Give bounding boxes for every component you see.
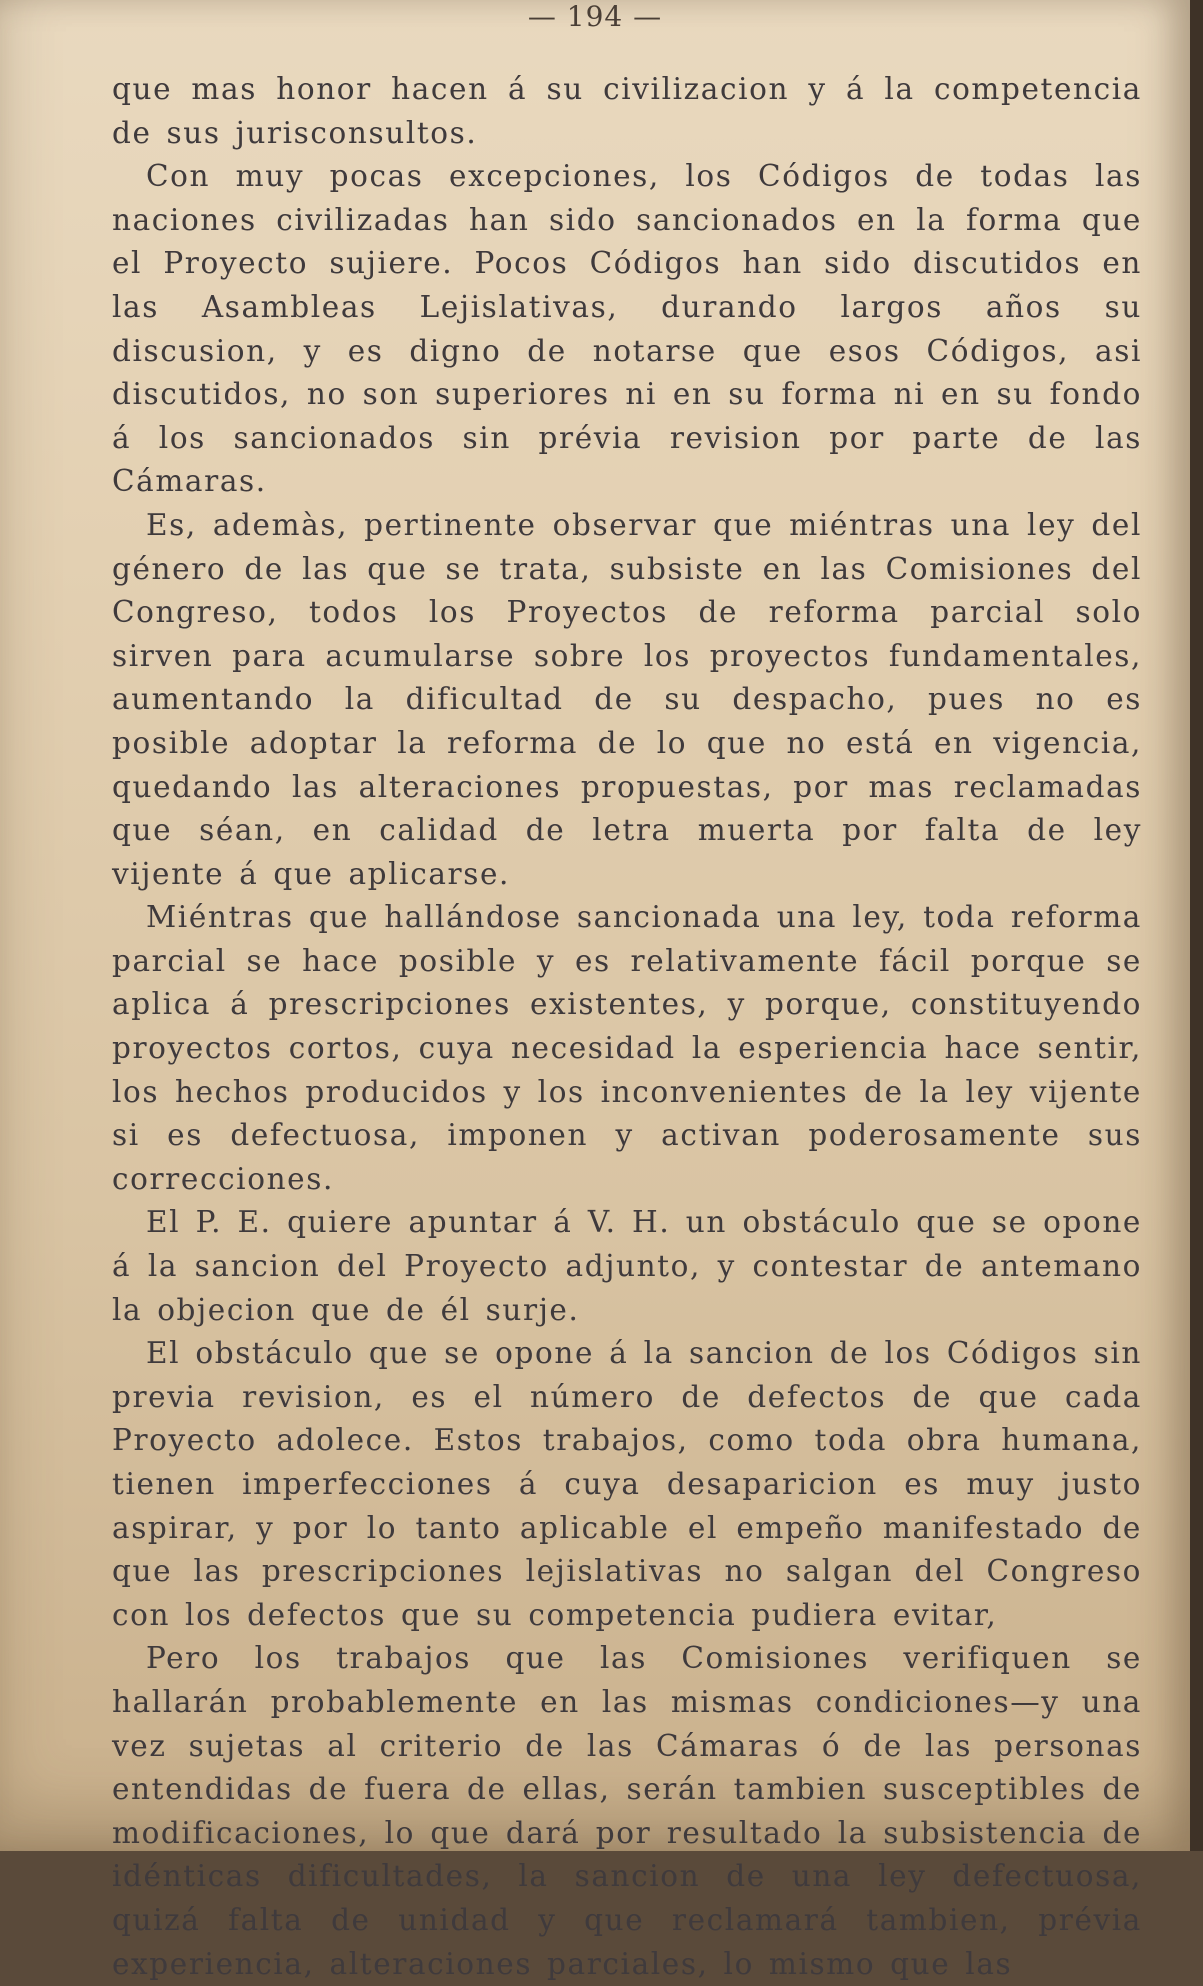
body-text xyxy=(112,68,1142,1986)
page-edge-shadow xyxy=(1190,0,1203,1851)
paragraph-4: Miéntras que hallándose sancionada una ley, toda reforma parcial se hace posible y es relativamente fácil porque se aplica á prescripciones existentes, y porque, constituyendo proyectos cortos, cuya necesidad la esperiencia hace sentir, los hechos producidos y los inconvenientes de la ley vijente si es defectuosa, imponen y activan poderosamente sus correcciones. xyxy=(112,900,1142,1196)
paragraph-5: El P. E. quiere apuntar á V. H. un obstáculo que se opone á la sancion del Proyecto adjunto, y contestar de antemano la objecion que de él surje. xyxy=(112,1205,1142,1327)
paragraph-7: Pero los trabajos que las Comisiones verifiquen se hallarán probablemente en las mismas condiciones—y una vez sujetas al criterio de las Cámaras ó de las personas entendidas de fuera de ellas, serán tambien susceptibles de modificaciones, lo que dará por resultado la subsistencia de idénticas dificultades, la sancion de una ley defectuosa, quizá falta de unidad y que reclamará tambien, prévia experiencia, alteraciones parciales, lo mismo que las xyxy=(112,1641,1142,1981)
paragraph-6: El obstáculo que se opone á la sancion de los Códigos sin previa revision, es el número de defectos de que cada Proyecto adolece. Estos trabajos, como toda obra humana, tienen imperfecciones á cuya desaparicion es muy justo aspirar, y por lo tanto aplicable el empeño manifestado de que las prescripciones lejislativas no salgan del Congreso con los defectos que su competencia pudiera evitar, xyxy=(112,1336,1142,1632)
page-number: — 194 — xyxy=(527,0,663,33)
paragraph-2: Con muy pocas excepciones, los Códigos de todas las naciones civilizadas han sido sancionados en la forma que el Proyecto sujiere. Pocos Códigos han sido discutidos en las Asambleas Lejislativas, durando largos años su discusion, y es digno de notarse que esos Códigos, asi discutidos, no son superiores ni en su forma ni en su fondo á los sancionados sin prévia revision por parte de las Cámaras. xyxy=(112,159,1142,499)
paragraph-3: Es, ademàs, pertinente observar que miéntras una ley del género de las que se trata, subsiste en las Comisiones del Congreso, todos los Proyectos de reforma parcial solo sirven para acumularse sobre los proyectos fundamentales, aumentando la dificultad de su despacho, pues no es posible adoptar la reforma de lo que no está en vigencia, quedando las alteraciones propuestas, por mas reclamadas que séan, en calidad de letra muerta por falta de ley vijente á que aplicarse. xyxy=(112,507,1142,891)
paragraph-1: que mas honor hacen á su civilizacion y á la competencia de sus jurisconsultos. xyxy=(112,72,1142,150)
